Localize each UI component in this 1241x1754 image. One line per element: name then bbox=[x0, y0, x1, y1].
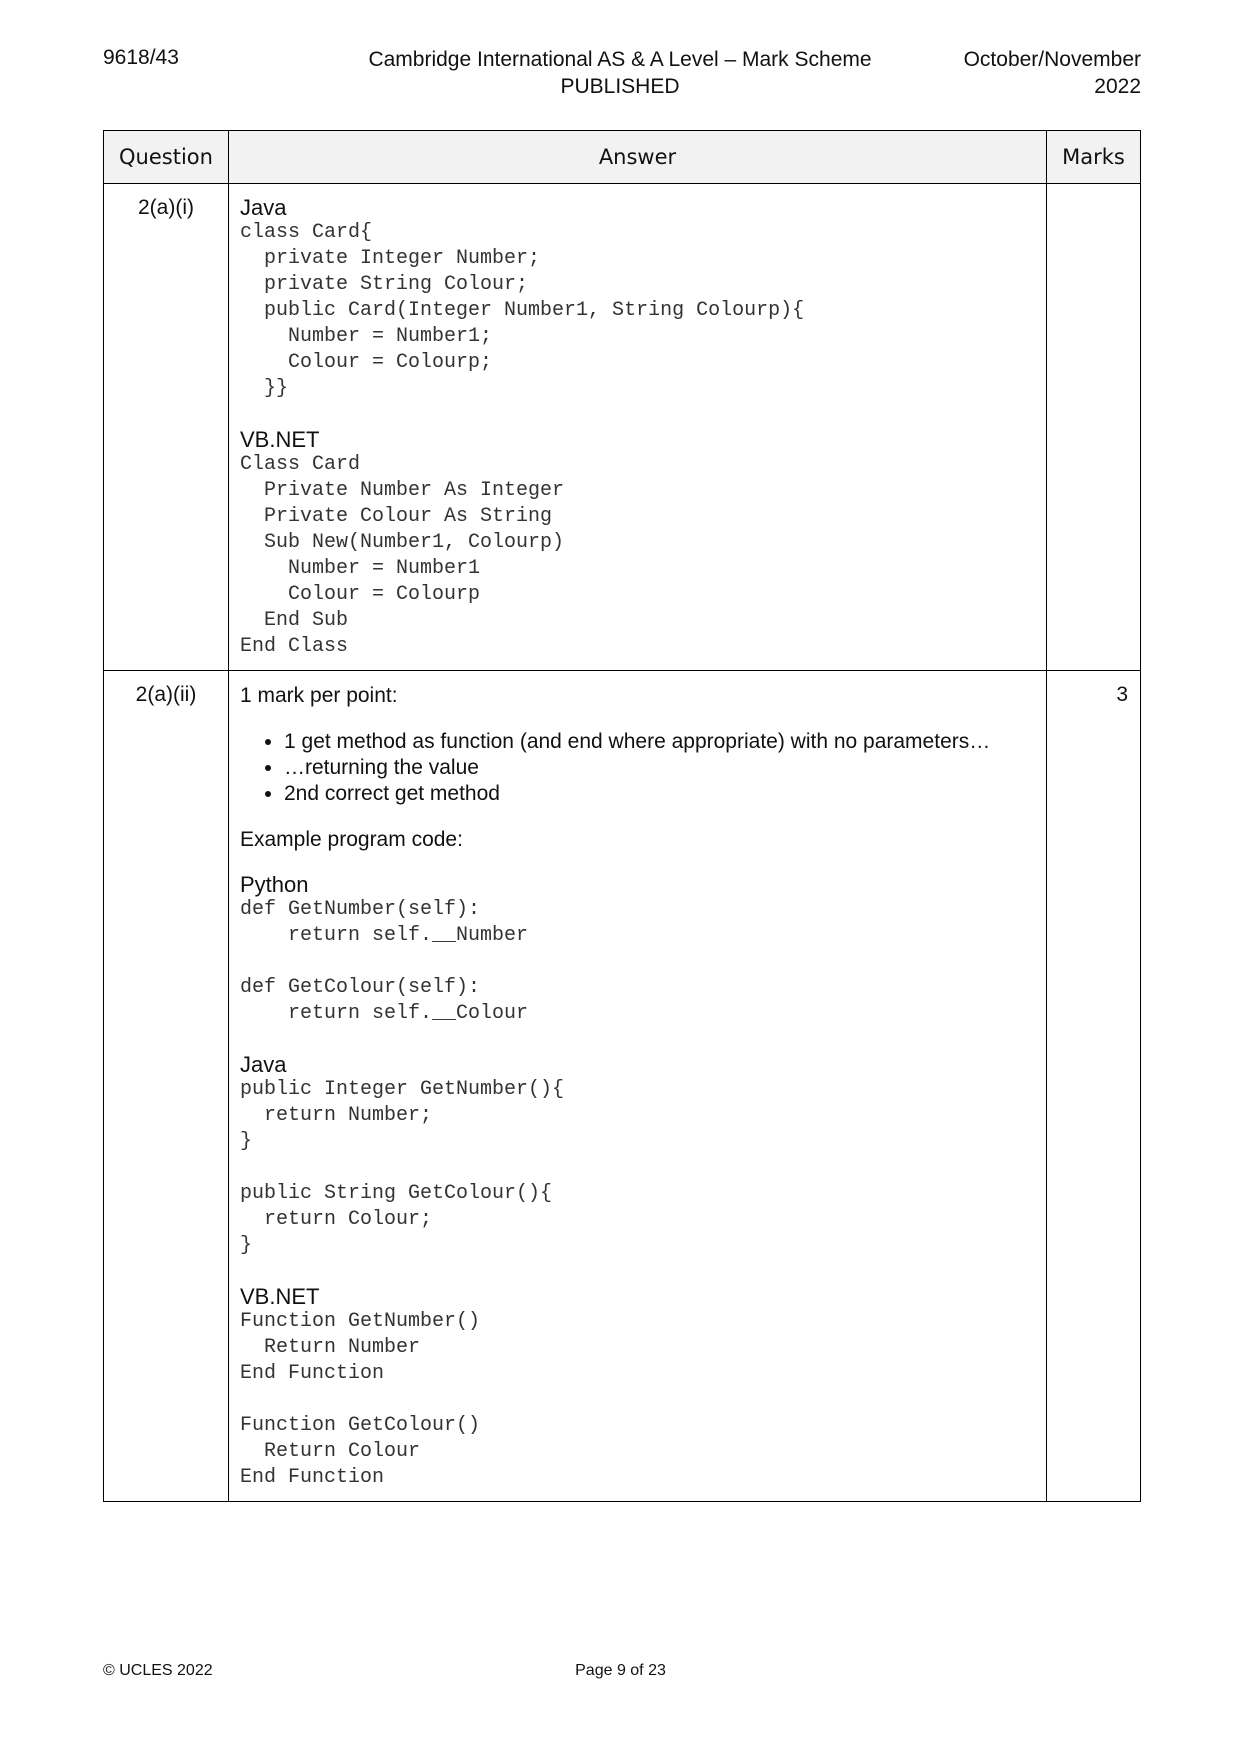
code-block-vbnet: Function GetNumber() Return Number End Function Function GetColour() Return Colour End Function bbox=[240, 1310, 481, 1489]
code-block-java: public Integer GetNumber(){ return Number; } public String GetColour(){ return Colour; } bbox=[240, 1078, 565, 1257]
document-title bbox=[330, 46, 910, 100]
session-line-2: 2022 bbox=[1094, 75, 1141, 98]
code-block-java: class Card{ private Integer Number; private String Colour; public Card(Integer Number1, String Colourp){ Number = Number1; Colour = Colourp; }} bbox=[240, 221, 805, 400]
copyright: © UCLES 2022 bbox=[103, 1662, 213, 1679]
header-question: Question bbox=[104, 131, 229, 184]
language-label-vbnet: VB.NET bbox=[240, 427, 320, 452]
language-label-java: Java bbox=[240, 195, 287, 220]
question-number: 2(a)(ii) bbox=[104, 671, 229, 1502]
language-label-vbnet: VB.NET bbox=[240, 1284, 320, 1309]
table-header-row bbox=[104, 131, 1141, 184]
session-line-1: October/November bbox=[963, 48, 1141, 71]
example-heading: Example program code: bbox=[240, 828, 463, 851]
marks-cell bbox=[1047, 184, 1141, 671]
answer-cell bbox=[229, 184, 1047, 671]
table-row bbox=[104, 671, 1141, 1502]
mark-point: • 2nd correct get method bbox=[284, 781, 1036, 807]
language-label-python: Python bbox=[240, 872, 309, 897]
table-row bbox=[104, 184, 1141, 671]
code-block-vbnet: Class Card Private Number As Integer Private Colour As String Sub New(Number1, Colourp) Number = Number1 Colour = Colourp End Sub End Class bbox=[240, 453, 565, 658]
mark-intro: 1 mark per point: bbox=[240, 684, 398, 707]
answer-cell bbox=[229, 671, 1047, 1502]
header-marks: Marks bbox=[1047, 131, 1141, 184]
title-line-2: PUBLISHED bbox=[560, 75, 680, 98]
exam-session bbox=[964, 46, 1141, 100]
marks-cell: 3 bbox=[1047, 671, 1141, 1502]
language-label-java: Java bbox=[240, 1052, 287, 1077]
mark-point: • 1 get method as function (and end where appropriate) with no parameters… bbox=[284, 729, 1036, 755]
paper-code: 9618/43 bbox=[103, 46, 179, 69]
mark-points-list bbox=[240, 729, 1036, 807]
title-line-1: Cambridge International AS & A Level – Mark Scheme bbox=[368, 48, 872, 71]
mark-scheme-table bbox=[103, 130, 1141, 1502]
mark-point: • …returning the value bbox=[284, 755, 1036, 781]
header-answer: Answer bbox=[229, 131, 1047, 184]
question-number: 2(a)(i) bbox=[104, 184, 229, 671]
code-block-python: def GetNumber(self): return self.__Number def GetColour(self): return self.__Colour bbox=[240, 898, 529, 1025]
page-number: Page 9 of 23 bbox=[575, 1662, 666, 1679]
